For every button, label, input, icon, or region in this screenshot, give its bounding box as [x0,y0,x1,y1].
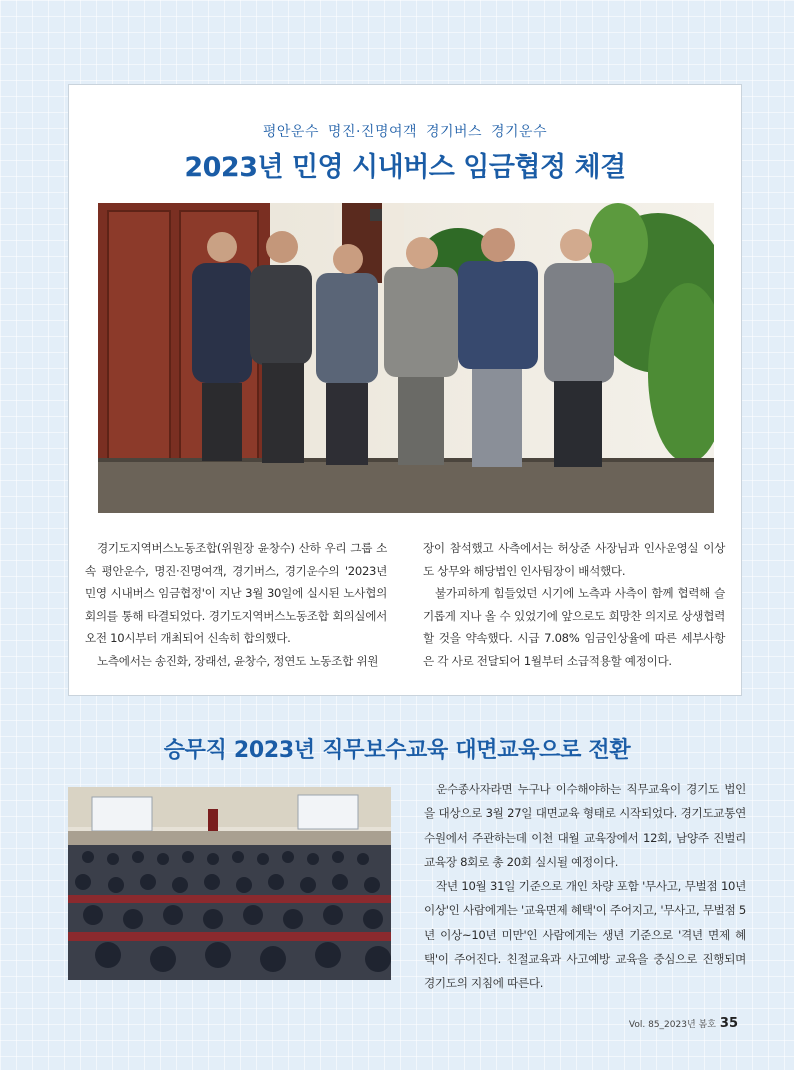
article2-title: 승무직 2023년 직무보수교육 대면교육으로 전환 [163,738,631,763]
lecture-photo-image [68,787,391,980]
body-paragraph: 불가피하게 힘들었던 시기에 노측과 사측이 함께 협력해 슬기롭게 지나 올 수 있었기에 앞으로도 희망찬 의지로 상생협력할 것을 약속했다. 시급 7.08% 임금인상율에 따른 세부사항은 각 사로 전달되어 1월부터 소급적용할 예정이다. [423,586,725,668]
body-paragraph: 경기도지역버스노동조합(위원장 윤창수) 산하 우리 그룹 소속 평안운수, 명진·진명여객, 경기버스, 경기운수의 '2023년 민영 시내버스 임금협정'이 지난 3월 30일에 실시된 노사협의회의를 통해 타결되었다. 경기도지역버스노동조합 회의실에서 오전 10시부터 개최되어 신속히 합의했다. [85,541,387,645]
body-paragraph: 장이 참석했고 사측에서는 허상준 사장님과 인사운영실 이상도 상무와 해당법인 인사팀장이 배석했다. [423,541,725,578]
article-subtitle: 평안운수 명진·진명여객 경기버스 경기운수 [262,124,548,140]
body-paragraph: 운수종사자라면 누구나 이수해야하는 직무교육이 경기도 법인을 대상으로 3월 27일 대면교육 형태로 시작되었다. 경기도교통연수원에서 주관하는데 이천 대월 교육장에서 12회, 남양주 진벌리 교육장 8회로 총 20회 실시될 예정이다. [424,782,746,869]
article-title: 2023년 민영 시내버스 임금협정 체결 [184,152,626,183]
article-column-right [423,537,725,672]
article-column-left [85,537,387,672]
article-card [68,84,742,696]
body-paragraph: 노측에서는 송진화, 장래선, 윤창수, 정연도 노동조합 위원 [97,653,379,668]
article2-column [424,777,746,996]
page-footer [629,1016,738,1031]
group-photo [98,203,714,513]
group-photo-image [98,203,714,513]
issue-label: Vol. 85_2023년 봄호 [628,1020,716,1030]
lecture-photo [68,787,391,980]
body-paragraph: 작년 10월 31일 기준으로 개인 차량 포함 '무사고, 무벌점 10년 이상'인 사람에게는 '교육면제 혜택'이 주어지고, '무사고, 무벌점 5년 이상~10년 미만'인 사람에게는 생년 기준으로 '격년 면제 혜택'이 주어진다. 친절교육과 사고예방 교육을 중심으로 진행되며 경기도의 지침에 따른다. [424,879,746,991]
page-number: 35 [719,1016,738,1031]
